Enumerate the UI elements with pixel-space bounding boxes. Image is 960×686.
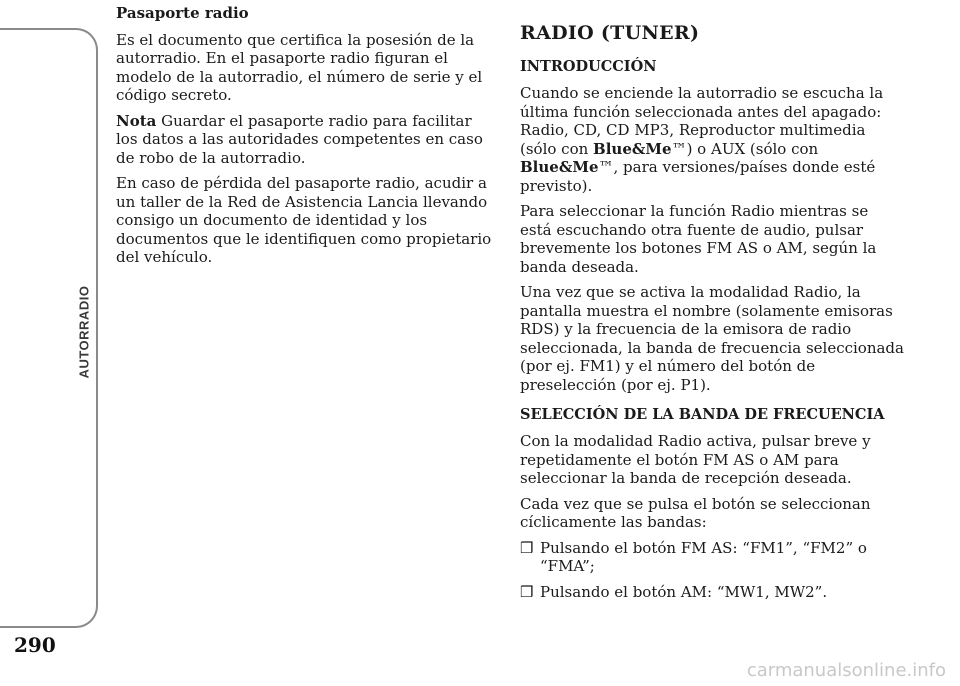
paragraph: Es el documento que certifica la posesión de la autorradio. En el pasaporte radio figuran el modelo de la autorradio, el número de serie y el código secreto. xyxy=(116,30,483,104)
paragraph: Cada vez que se pulsa el botón se seleccionan cíclicamente las bandas: xyxy=(520,494,871,531)
text-span: Cuando se enciende la autorradio se escucha la última función seleccionada antes del apagado: Radio, CD, CD MP3, Reproductor multimedia (sólo con xyxy=(520,84,884,158)
side-tab-label: AUTORRADIO xyxy=(76,285,92,379)
section-title-radio: RADIO (TUNER) xyxy=(520,22,700,44)
paragraph: Con la modalidad Radio activa, pulsar breve y repetidamente el botón FM AS o AM para seleccionar la banda de recepción deseada. xyxy=(520,432,871,487)
checkbox-bullet-icon: ❒ xyxy=(520,582,534,601)
watermark: carmanualsonline.info xyxy=(746,660,946,681)
paragraph: Para seleccionar la función Radio mientras se está escuchando otra fuente de audio, pulsar brevemente los botones FM AS o AM, según la banda deseada. xyxy=(520,202,877,276)
paragraph: Una vez que se activa la modalidad Radio, la pantalla muestra el nombre (solamente emisoras RDS) y la frecuencia de la emisora de radio seleccionada, la banda de frecuencia seleccionada (por ej. FM1) y el número del botón de preselección (por ej. P1). xyxy=(520,283,904,394)
text-span: ™) o AUX (sólo con xyxy=(671,139,819,158)
paragraph xyxy=(520,84,904,195)
brand-bold: Blue&Me xyxy=(593,139,672,158)
paragraph: En caso de pérdida del pasaporte radio, acudir a un taller de la Red de Asistencia Lancia llevando consigo un documento de identidad y los documentos que le identifiquen como propietario del vehículo. xyxy=(116,174,492,266)
left-column xyxy=(116,4,492,274)
list-item-text: Pulsando el botón FM AS: “FM1”, “FM2” o “FMA”; xyxy=(540,538,867,575)
section-heading-pasaporte: Pasaporte radio xyxy=(116,4,249,22)
brand-bold: Blue&Me xyxy=(520,158,599,176)
note-paragraph xyxy=(116,112,492,168)
checkbox-bullet-icon: ❒ xyxy=(520,538,534,557)
note-label: Nota xyxy=(116,111,157,130)
list-item xyxy=(520,583,904,602)
list-item xyxy=(520,539,904,576)
page-number: 290 xyxy=(14,633,56,657)
note-text: Guardar el pasaporte radio para facilitar los datos a las autoridades competentes en caso de robo de la autorradio. xyxy=(116,111,483,167)
list-item-text: Pulsando el botón AM: “MW1, MW2”. xyxy=(540,582,828,601)
right-column xyxy=(520,4,904,608)
band-list xyxy=(520,539,904,602)
subheading-banda: SELECCIÓN DE LA BANDA DE FRECUENCIA xyxy=(520,406,885,423)
text-span: ™, para versiones/países donde esté previsto). xyxy=(520,158,876,195)
subheading-introduccion: INTRODUCCIÓN xyxy=(520,58,657,75)
